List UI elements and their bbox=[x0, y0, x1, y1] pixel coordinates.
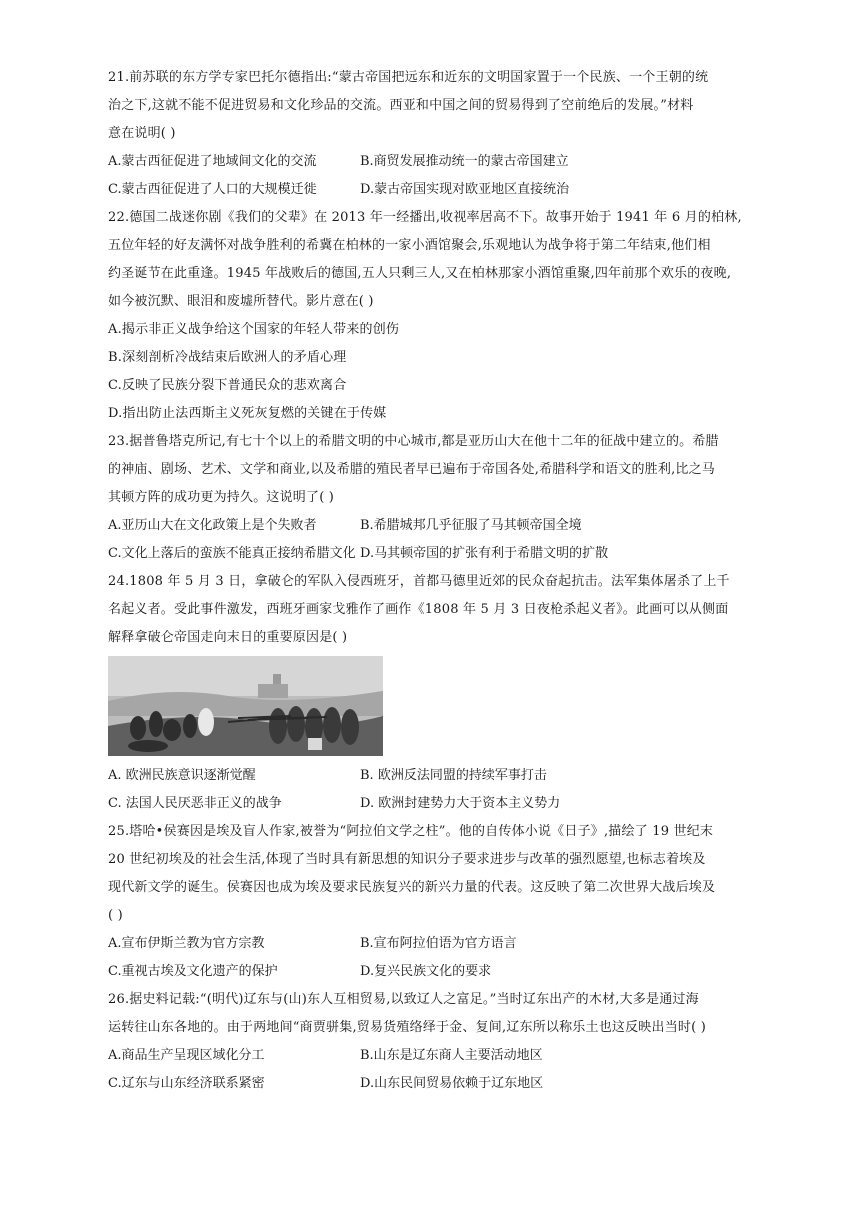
question-text: 意在说明( ) bbox=[108, 126, 176, 141]
option-c[interactable]: C.辽东与山东经济联系紧密 bbox=[108, 1076, 265, 1091]
option-b[interactable]: B.宣布阿拉伯语为官方语言 bbox=[360, 936, 517, 951]
option-d[interactable]: D.马其顿帝国的扩张有利于希腊文明的扩散 bbox=[360, 546, 609, 561]
question-text: 名起义者。受此事件激发，西班牙画家戈雅作了画作《1808 年 5 月 3 日夜枪杀起义者》。此画可以从侧面 bbox=[108, 602, 729, 617]
question-22 bbox=[108, 204, 748, 428]
option-b[interactable]: B.山东是辽东商人主要活动地区 bbox=[360, 1048, 543, 1063]
question-text: 治之下,这就不能不促进贸易和文化珍品的交流。西亚和中国之间的贸易得到了空前绝后的发展。”材料 bbox=[108, 98, 694, 113]
exam-page bbox=[108, 64, 748, 1098]
question-text: 运转往山东各地的。由于两地间“商贾骈集,贸易货殖络绎于金、复间,辽东所以称乐土也这反映出当时( ) bbox=[108, 1020, 706, 1035]
question-text: 的神庙、剧场、艺术、文学和商业,以及希腊的殖民者早已遍布于帝国各处,希腊科学和语文的胜利,比之马 bbox=[108, 462, 715, 477]
option-c[interactable]: C.蒙古西征促进了人口的大规模迁徙 bbox=[108, 182, 317, 197]
option-d[interactable]: D.指出防止法西斯主义死灰复燃的关键在于传媒 bbox=[108, 406, 387, 421]
question-text: ( ) bbox=[108, 908, 123, 923]
question-21 bbox=[108, 64, 748, 204]
option-a[interactable]: A.蒙古西征促进了地域间文化的交流 bbox=[108, 154, 317, 169]
question-text: 20 世纪初埃及的社会生活,体现了当时具有新思想的知识分子要求进步与改革的强烈愿望,也标志着埃及 bbox=[108, 852, 706, 867]
option-a[interactable]: A.商品生产呈现区域化分工 bbox=[108, 1048, 265, 1063]
option-a[interactable]: A.揭示非正义战争给这个国家的年轻人带来的创伤 bbox=[108, 322, 400, 337]
option-c[interactable]: C.反映了民族分裂下普通民众的悲欢离合 bbox=[108, 378, 347, 393]
option-a[interactable]: A.宣布伊斯兰教为官方宗教 bbox=[108, 936, 265, 951]
question-text: 五位年轻的好友满怀对战争胜利的希冀在柏林的一家小酒馆聚会,乐观地认为战争将于第二年结束,他们相 bbox=[108, 238, 711, 253]
question-text: 21.前苏联的东方学专家巴托尔德指出:“蒙古帝国把远东和近东的文明国家置于一个民族、一个王朝的统 bbox=[108, 70, 709, 85]
question-text: 22.德国二战迷你剧《我们的父辈》在 2013 年一经播出,收视率居高不下。故事开始于 1941 年 6 月的柏林, bbox=[108, 210, 742, 225]
question-text: 现代新文学的诞生。侯赛因也成为埃及要求民族复兴的新兴力量的代表。这反映了第二次世界大战后埃及 bbox=[108, 880, 716, 895]
question-text: 23.据普鲁塔克所记,有七十个以上的希腊文明的中心城市,都是亚历山大在他十二年的征战中建立的。希腊 bbox=[108, 434, 719, 449]
question-text: 其顿方阵的成功更为持久。这说明了( ) bbox=[108, 490, 335, 505]
option-c[interactable]: C.重视古埃及文化遗产的保护 bbox=[108, 964, 278, 979]
question-24 bbox=[108, 568, 748, 818]
option-c[interactable]: C.文化上落后的蛮族不能真正接纳希腊文化 bbox=[108, 546, 356, 561]
question-text: 24.1808 年 5 月 3 日，拿破仑的军队入侵西班牙，首都马德里近郊的民众奋起抗击。法军集体屠杀了上千 bbox=[108, 574, 730, 589]
question-text: 如今被沉默、眼泪和废墟所替代。影片意在( ) bbox=[108, 294, 374, 309]
option-b[interactable]: B.深刻剖析冷战结束后欧洲人的矛盾心理 bbox=[108, 350, 347, 365]
question-text: 26.据史料记载:“(明代)辽东与(山)东人互相贸易,以致辽人之富足。”当时辽东出产的木材,大多是通过海 bbox=[108, 992, 699, 1007]
question-26 bbox=[108, 986, 748, 1098]
option-b[interactable]: B.希腊城邦几乎征服了马其顿帝国全境 bbox=[360, 518, 582, 533]
option-c[interactable]: C. 法国人民厌恶非正义的战争 bbox=[108, 796, 282, 811]
option-b[interactable]: B. 欧洲反法同盟的持续军事打击 bbox=[360, 768, 547, 783]
option-d[interactable]: D.蒙古帝国实现对欧亚地区直接统治 bbox=[360, 182, 570, 197]
option-a[interactable]: A.亚历山大在文化政策上是个失败者 bbox=[108, 518, 317, 533]
option-d[interactable]: D.山东民间贸易依赖于辽东地区 bbox=[360, 1076, 544, 1091]
option-b[interactable]: B.商贸发展推动统一的蒙古帝国建立 bbox=[360, 154, 569, 169]
goya-painting-image bbox=[108, 656, 383, 756]
question-text: 解释拿破仑帝国走向末日的重要原因是( ) bbox=[108, 630, 348, 645]
option-d[interactable]: D. 欧洲封建势力大于资本主义势力 bbox=[360, 796, 561, 811]
question-text: 25.塔哈•侯赛因是埃及盲人作家,被誉为“阿拉伯文学之柱”。他的自传体小说《日子》,描绘了 19 世纪末 bbox=[108, 824, 714, 839]
option-a[interactable]: A. 欧洲民族意识逐渐觉醒 bbox=[108, 768, 256, 783]
option-d[interactable]: D.复兴民族文化的要求 bbox=[360, 964, 492, 979]
question-25 bbox=[108, 818, 748, 986]
question-23 bbox=[108, 428, 748, 568]
question-text: 约圣诞节在此重逢。1945 年战败后的德国,五人只剩三人,又在柏林那家小酒馆重聚,四年前那个欢乐的夜晚, bbox=[108, 266, 732, 281]
